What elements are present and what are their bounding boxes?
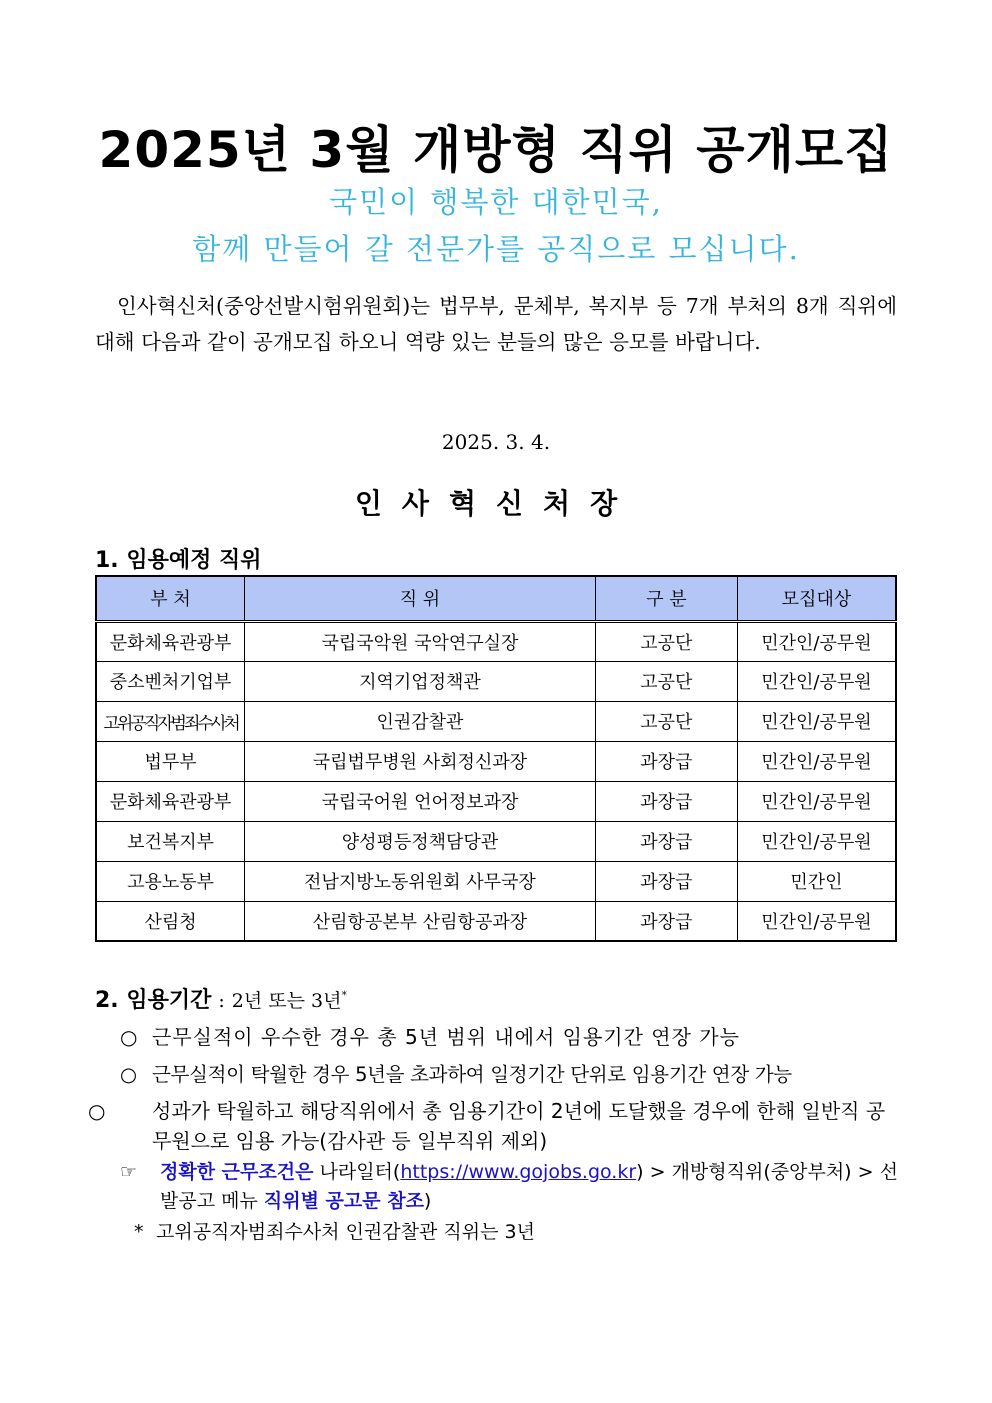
work-conditions-note	[120, 1158, 898, 1216]
table-row	[96, 821, 896, 861]
list-item	[120, 1021, 898, 1053]
cell-department: 보건복지부	[96, 821, 245, 861]
cell-position: 인권감찰관	[245, 701, 596, 741]
footnote	[134, 1217, 535, 1244]
table-row	[96, 861, 896, 901]
section1-heading: 1. 임용예정 직위	[95, 548, 262, 573]
cell-grade: 고공단	[595, 661, 737, 701]
cell-target: 민간인/공무원	[737, 781, 896, 821]
cell-grade: 과장급	[595, 821, 737, 861]
cell-grade: 과장급	[595, 781, 737, 821]
section2-title: 2. 임용기간	[95, 988, 212, 1013]
cell-target: 민간인/공무원	[737, 821, 896, 861]
cell-position: 전남지방노동위원회 사무국장	[245, 861, 596, 901]
cell-grade: 고공단	[595, 621, 737, 661]
signer: 인사혁신처장	[354, 487, 638, 520]
header-grade: 구 분	[595, 576, 737, 621]
cell-grade: 과장급	[595, 741, 737, 781]
table-header-row	[96, 576, 896, 621]
cell-department: 문화체육관광부	[96, 781, 245, 821]
cell-grade: 과장급	[595, 861, 737, 901]
section2-detail: 2년 또는 3년	[231, 990, 342, 1012]
section2-detail-mark: *	[341, 988, 347, 1002]
intro-paragraph: 인사혁신처(중앙선발시험위원회)는 법무부, 문체부, 복지부 등 7개 부처의 8개 직위에 대해 다음과 같이 공개모집 하오니 역량 있는 분들의 많은 응모를 바랍니다.	[95, 294, 897, 354]
note-text: )	[423, 1190, 432, 1212]
pointing-hand-icon: ☞	[120, 1161, 138, 1183]
note-text: ) > 개방형직위(중앙부처) > 선발공고 메뉴	[160, 1161, 898, 1212]
cell-department: 문화체육관광부	[96, 621, 245, 661]
footnote-mark: *	[134, 1221, 144, 1243]
cell-department: 고위공직자범죄수사처	[96, 701, 245, 741]
circle-bullet-icon: ○	[88, 1099, 106, 1123]
cell-target: 민간인/공무원	[737, 701, 896, 741]
table-row	[96, 621, 896, 661]
note-emphasis: 직위별 공고문 참조	[263, 1190, 424, 1212]
header-position: 직 위	[245, 576, 596, 621]
bullet-text: 근무실적이 우수한 경우 총 5년 범위 내에서 임용기간 연장 가능	[152, 1025, 740, 1049]
note-emphasis: 정확한 근무조건은	[160, 1161, 314, 1183]
note-text: 나라일터(	[319, 1161, 401, 1183]
cell-position: 국립국악원 국악연구실장	[245, 621, 596, 661]
subtitle-line2: 함께 만들어 갈 전문가를 공직으로 모십니다.	[192, 232, 800, 266]
positions-table	[95, 575, 897, 942]
cell-department: 고용노동부	[96, 861, 245, 901]
cell-position: 국립법무병원 사회정신과장	[245, 741, 596, 781]
circle-bullet-icon: ○	[120, 1025, 139, 1049]
table-row	[96, 661, 896, 701]
cell-target: 민간인/공무원	[737, 661, 896, 701]
bullet-text: 근무실적이 탁월한 경우 5년을 초과하여 일정기간 단위로 임용기간 연장 가능	[152, 1063, 792, 1086]
bullet-text: 성과가 탁월하고 해당직위에서 총 임용기간이 2년에 도달했을 경우에 한해 일반직 공무원으로 임용 가능(감사관 등 일부직위 제외)	[152, 1099, 886, 1153]
announcement-date: 2025. 3. 4.	[441, 430, 551, 454]
table-row	[96, 781, 896, 821]
circle-bullet-icon: ○	[120, 1063, 137, 1086]
table-row	[96, 701, 896, 741]
gojobs-link[interactable]: https://www.gojobs.go.kr	[400, 1161, 637, 1183]
table-row	[96, 901, 896, 941]
list-item	[88, 1096, 898, 1156]
cell-target: 민간인/공무원	[737, 621, 896, 661]
cell-position: 산림항공본부 산림항공과장	[245, 901, 596, 941]
list-item	[120, 1059, 898, 1091]
cell-position: 지역기업정책관	[245, 661, 596, 701]
header-department: 부 처	[96, 576, 245, 621]
cell-grade: 과장급	[595, 901, 737, 941]
header-target: 모집대상	[737, 576, 896, 621]
cell-position: 국립국어원 언어정보과장	[245, 781, 596, 821]
cell-target: 민간인/공무원	[737, 741, 896, 781]
cell-grade: 고공단	[595, 701, 737, 741]
cell-department: 중소벤처기업부	[96, 661, 245, 701]
section2-heading	[95, 983, 347, 1014]
footnote-text: 고위공직자범죄수사처 인권감찰관 직위는 3년	[156, 1221, 535, 1243]
cell-position: 양성평등정책담당관	[245, 821, 596, 861]
subtitle-line1: 국민이 행복한 대한민국,	[329, 185, 663, 219]
cell-target: 민간인/공무원	[737, 901, 896, 941]
table-row	[96, 741, 896, 781]
cell-target: 민간인	[737, 861, 896, 901]
page-title: 2025년 3월 개방형 직위 공개모집	[98, 121, 894, 179]
cell-department: 산림청	[96, 901, 245, 941]
section2-separator: :	[218, 990, 225, 1012]
cell-department: 법무부	[96, 741, 245, 781]
